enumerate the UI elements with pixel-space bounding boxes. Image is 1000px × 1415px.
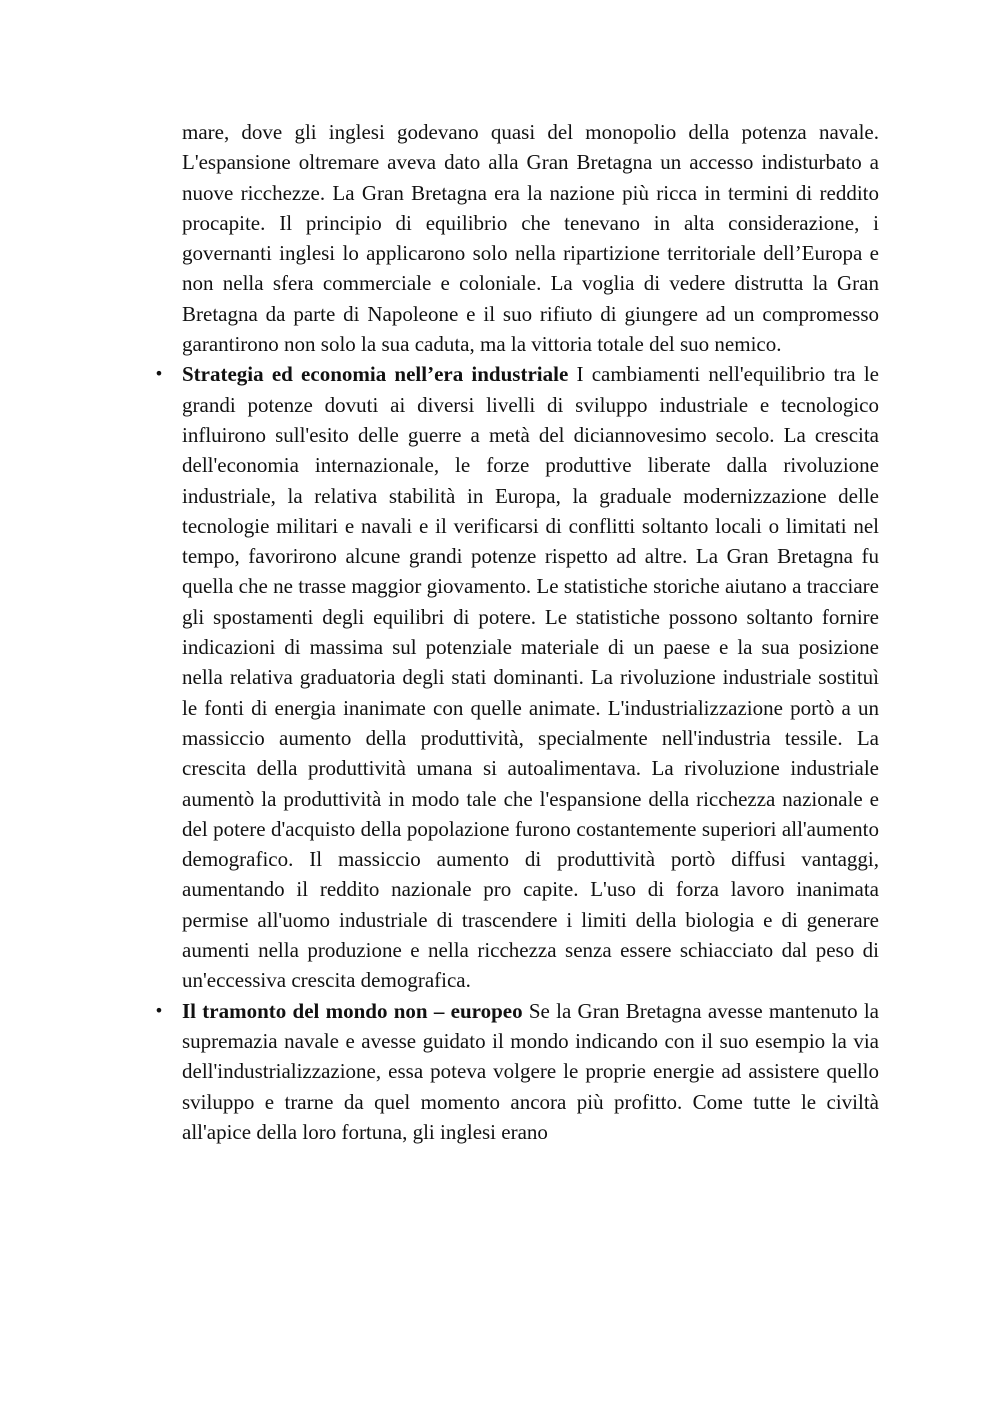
section-body: Se la Gran Bretagna avesse mantenuto la supremazia navale e avesse guidato il mondo indicando con il suo esempio la via dell'industrializzazione, essa poteva volgere le proprie energie ad assistere quello sviluppo e trarne da quel momento ancora più profitto. Come tutte le civiltà all'apice della loro fortuna, gli inglesi erano xyxy=(182,998,879,1144)
section-body: I cambiamenti nell'equilibrio tra le grandi potenze dovuti ai diversi livelli di sviluppo industriale e tecnologico influirono sull'esito delle guerre a metà del diciannovesimo secolo. La crescita dell'economia internazionale, le forze produttive liberate dalla rivoluzione industriale, la relativa stabilità in Europa, la graduale modernizzazione delle tecnologie militari e navali e il verificarsi di conflitti soltanto locali o limitati nel tempo, favorirono alcune grandi potenze rispetto ad altre. La Gran Bretagna fu quella che ne trasse maggior giovamento. Le statistiche storiche aiutano a tracciare gli spostamenti degli equilibri di potere. Le statistiche possono soltanto fornire indicazioni di massima sul potenziale materiale di un paese e la sua posizione nella relativa graduatoria degli stati dominanti. La rivoluzione industriale sostituì le fonti di energia inanimate con quelle animate. L'industrializzazione portò a un massiccio aumento della produttività, specialmente nell'industria tessile. La crescita della produttività umana si autoalimentava. La rivoluzione industriale aumentò la produttività in modo tale che l'espansione della ricchezza nazionale e del potere d'acquisto della popolazione furono costantemente superiori all'aumento demografico. Il massiccio aumento di produttività portò diffusi vantaggi, aumentando il reddito nazionale pro capite. L'uso di forza lavoro inanimata permise all'uomo industriale di trascendere i limiti della biologia e di generare aumenti nella produzione e nella ricchezza senza essere schiacciato dal peso di un'eccessiva crescita demografica. xyxy=(182,362,879,993)
bullet-item-non-european-decline xyxy=(154,996,879,1147)
bullet-icon: • xyxy=(154,1000,164,1020)
bullet-item-industrial-strategy xyxy=(154,359,879,995)
section-heading: Strategia ed economia nell’era industriale xyxy=(182,362,569,387)
section-heading: Il tramonto del mondo non – europeo xyxy=(182,998,523,1023)
page-text xyxy=(154,117,879,1147)
continuation-paragraph: mare, dove gli inglesi godevano quasi del monopolio della potenza navale. L'espansione oltremare aveva dato alla Gran Bretagna un accesso indisturbato a nuove ricchezze. La Gran Bretagna era la nazione più ricca in termini di reddito procapite. Il principio di equilibrio che tenevano in alta considerazione, i governanti inglesi lo applicarono solo nella ripartizione territoriale dell’Europa e non nella sfera commerciale e coloniale. La voglia di vedere distrutta la Gran Bretagna da parte di Napoleone e il suo rifiuto di giungere ad un compromesso garantirono non solo la sua caduta, ma la vittoria totale del suo nemico. xyxy=(182,120,879,357)
bullet-icon: • xyxy=(154,364,164,384)
